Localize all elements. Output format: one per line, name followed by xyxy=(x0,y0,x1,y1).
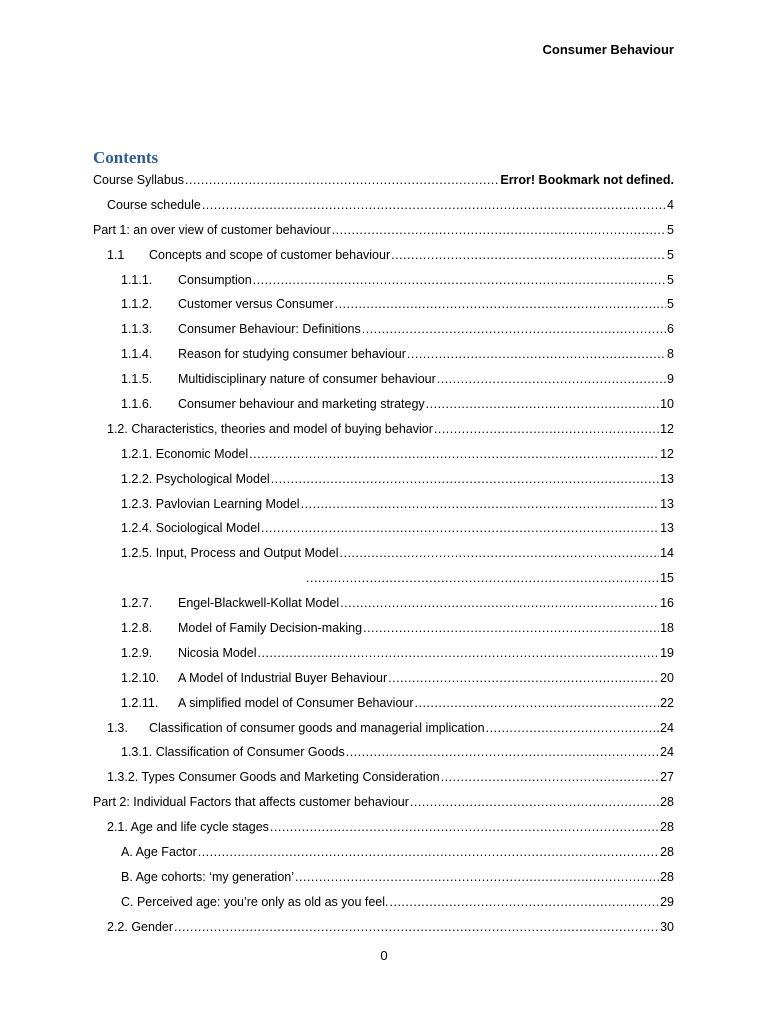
toc-entry-label: 1.2. Characteristics, theories and model of buying behavior xyxy=(107,421,433,436)
toc-entry[interactable] xyxy=(93,790,674,815)
toc-dot-leader xyxy=(415,691,660,716)
toc-entry-label: Classification of consumer goods and managerial implication xyxy=(149,720,485,735)
toc-entry-page: 10 xyxy=(660,397,674,412)
toc-entry-label: Part 2: Individual Factors that affects customer behaviour xyxy=(93,795,409,810)
toc-entry-number: 1.1.5. xyxy=(121,372,153,387)
toc-entry-number: 1.2.9. xyxy=(121,645,153,660)
toc-entry-page: 13 xyxy=(660,471,674,486)
toc-entry-label: 1.2.4. Sociological Model xyxy=(121,521,260,536)
toc-entry-label: 1.3.1. Classification of Consumer Goods xyxy=(121,745,345,760)
toc-dot-leader xyxy=(410,790,659,815)
table-of-contents xyxy=(93,168,674,940)
toc-entry-label: B. Age cohorts: ‘my generation’ xyxy=(121,869,295,884)
toc-entry-page: 5 xyxy=(667,297,674,312)
toc-dot-leader xyxy=(261,516,659,541)
toc-dot-leader xyxy=(185,168,499,193)
toc-entry-number: 1.2.8. xyxy=(121,621,153,636)
toc-entry[interactable] xyxy=(93,292,674,317)
toc-entry-label: 1.3.2. Types Consumer Goods and Marketing Consideration xyxy=(107,770,440,785)
toc-entry-label: A simplified model of Consumer Behaviour xyxy=(178,695,414,710)
toc-dot-leader xyxy=(391,243,666,268)
toc-entry-number: 1.2.10. xyxy=(121,670,160,685)
toc-entry-page: 15 xyxy=(660,571,674,586)
toc-entry-label: Course Syllabus xyxy=(93,173,185,187)
toc-entry-number: 1.1.4. xyxy=(121,347,153,362)
toc-dot-leader xyxy=(301,492,660,517)
toc-entry-number: 1.1.1. xyxy=(121,272,153,287)
toc-entry-page: 6 xyxy=(667,322,674,337)
toc-entry-number: 1.1.3. xyxy=(121,322,153,337)
toc-dot-leader xyxy=(271,467,659,492)
toc-entry-number: 1.2.7. xyxy=(121,596,153,611)
toc-entry-page: 24 xyxy=(660,720,674,735)
toc-entry[interactable] xyxy=(93,193,674,218)
toc-dot-leader xyxy=(363,616,659,641)
toc-entry[interactable] xyxy=(93,243,674,268)
toc-entry-label: C. Perceived age: you’re only as old as you feel. xyxy=(121,894,389,909)
toc-entry-page: 27 xyxy=(660,770,674,785)
toc-entry-label: Consumer behaviour and marketing strategy xyxy=(178,397,425,412)
toc-dot-leader xyxy=(198,840,659,865)
toc-dot-leader xyxy=(202,193,666,218)
toc-entry[interactable] xyxy=(93,641,674,666)
toc-entry[interactable] xyxy=(93,765,674,790)
toc-entry[interactable] xyxy=(93,492,674,517)
toc-dot-leader xyxy=(390,890,660,915)
toc-entry-label: Engel-Blackwell-Kollat Model xyxy=(178,596,340,611)
toc-entry[interactable] xyxy=(93,516,674,541)
toc-entry[interactable] xyxy=(93,840,674,865)
toc-entry-label: A Model of Industrial Buyer Behaviour xyxy=(178,670,388,685)
toc-entry[interactable] xyxy=(93,591,674,616)
toc-entry-page: 20 xyxy=(660,670,674,685)
toc-entry-error-message: Error! Bookmark not defined. xyxy=(500,173,674,187)
toc-entry[interactable] xyxy=(93,740,674,765)
toc-entry-label: Customer versus Consumer xyxy=(178,297,334,312)
toc-dot-leader xyxy=(340,591,659,616)
toc-entry-page: 30 xyxy=(660,919,674,934)
toc-dot-leader xyxy=(486,716,660,741)
toc-dot-leader xyxy=(346,740,659,765)
toc-dot-leader xyxy=(340,541,660,566)
toc-dot-leader xyxy=(388,666,659,691)
toc-entry[interactable] xyxy=(93,865,674,890)
toc-entry-page: 5 xyxy=(667,222,674,237)
toc-entry-page: 5 xyxy=(667,247,674,262)
toc-entry-number: 1.1 xyxy=(107,247,125,262)
toc-dot-leader xyxy=(335,292,666,317)
toc-entry[interactable] xyxy=(93,716,674,741)
toc-entry-label: Reason for studying consumer behaviour xyxy=(178,347,406,362)
toc-entry-label: Multidisciplinary nature of consumer behaviour xyxy=(178,372,436,387)
page-number: 0 xyxy=(380,948,388,963)
toc-entry-number: 1.1.6. xyxy=(121,397,153,412)
toc-entry[interactable] xyxy=(93,218,674,243)
toc-entry-label: Consumer Behaviour: Definitions xyxy=(178,322,361,337)
toc-entry[interactable] xyxy=(93,268,674,293)
toc-entry-page: 5 xyxy=(667,272,674,287)
toc-entry-number: 1.2.11. xyxy=(121,695,159,710)
toc-entry-page: 28 xyxy=(660,820,674,835)
toc-entry-page: 13 xyxy=(660,496,674,511)
toc-entry-label: 1.2.5. Input, Process and Output Model xyxy=(121,546,339,561)
toc-entry-page: 18 xyxy=(660,621,674,636)
toc-entry-label: Part 1: an over view of customer behaviour xyxy=(93,222,331,237)
toc-entry[interactable] xyxy=(93,392,674,417)
toc-entry-page: 14 xyxy=(660,546,674,561)
toc-entry[interactable] xyxy=(93,815,674,840)
toc-entry-page: 28 xyxy=(660,845,674,860)
toc-entry-label: Consumption xyxy=(178,272,252,287)
toc-entry[interactable] xyxy=(93,442,674,467)
toc-entry[interactable] xyxy=(93,342,674,367)
toc-entry[interactable] xyxy=(93,467,674,492)
toc-entry-label: 1.2.2. Psychological Model xyxy=(121,471,270,486)
toc-dot-leader xyxy=(258,641,660,666)
toc-entry[interactable] xyxy=(93,666,674,691)
toc-dot-leader xyxy=(434,417,659,442)
toc-entry[interactable] xyxy=(93,541,674,566)
toc-dot-leader xyxy=(249,442,659,467)
toc-entry-page: 28 xyxy=(660,869,674,884)
toc-title: Contents xyxy=(93,148,159,167)
toc-entry-label: A. Age Factor xyxy=(121,845,197,860)
toc-entry-page: 16 xyxy=(660,596,674,611)
toc-entry-label: 2.2. Gender xyxy=(107,919,174,934)
toc-dot-leader xyxy=(174,915,659,940)
toc-entry[interactable] xyxy=(93,915,674,940)
toc-entry-page: 28 xyxy=(660,795,674,810)
toc-entry-label: Concepts and scope of customer behaviour xyxy=(149,247,391,262)
toc-dot-leader xyxy=(437,367,666,392)
toc-entry[interactable] xyxy=(93,417,674,442)
toc-dot-leader xyxy=(253,268,666,293)
toc-dot-leader xyxy=(306,566,659,591)
toc-dot-leader xyxy=(295,865,659,890)
toc-entry[interactable] xyxy=(93,367,674,392)
toc-dot-leader xyxy=(270,815,659,840)
toc-entry-page: 24 xyxy=(660,745,674,760)
toc-entry[interactable] xyxy=(93,890,674,915)
toc-entry[interactable] xyxy=(93,168,674,193)
toc-entry-label: Model of Family Decision-making xyxy=(178,621,363,636)
toc-entry[interactable] xyxy=(93,317,674,342)
toc-entry-page: 13 xyxy=(660,521,674,536)
toc-entry-label: Nicosia Model xyxy=(178,645,257,660)
toc-entry[interactable] xyxy=(93,566,674,591)
toc-dot-leader xyxy=(441,765,660,790)
toc-entry-label: Course schedule xyxy=(107,197,201,212)
toc-entry[interactable] xyxy=(93,691,674,716)
toc-entry-page: 12 xyxy=(660,421,674,436)
toc-entry-page: 9 xyxy=(667,372,674,387)
toc-entry-number: 1.3. xyxy=(107,720,128,735)
toc-entry-page: 12 xyxy=(660,446,674,461)
toc-entry[interactable] xyxy=(93,616,674,641)
toc-entry-label: 1.2.1. Economic Model xyxy=(121,446,249,461)
toc-dot-leader xyxy=(426,392,659,417)
running-header: Consumer Behaviour xyxy=(542,42,674,57)
toc-dot-leader xyxy=(332,218,666,243)
toc-entry-page: 19 xyxy=(660,645,674,660)
toc-entry-label: 1.2.3. Pavlovian Learning Model xyxy=(121,496,300,511)
toc-entry-page: 8 xyxy=(667,347,674,362)
toc-entry-number: 1.1.2. xyxy=(121,297,153,312)
toc-entry-page: 22 xyxy=(660,695,674,710)
toc-entry-page: 29 xyxy=(660,894,674,909)
toc-dot-leader xyxy=(407,342,666,367)
toc-entry-label: 2.1. Age and life cycle stages xyxy=(107,820,269,835)
toc-dot-leader xyxy=(362,317,666,342)
toc-entry-page: 4 xyxy=(667,197,674,212)
